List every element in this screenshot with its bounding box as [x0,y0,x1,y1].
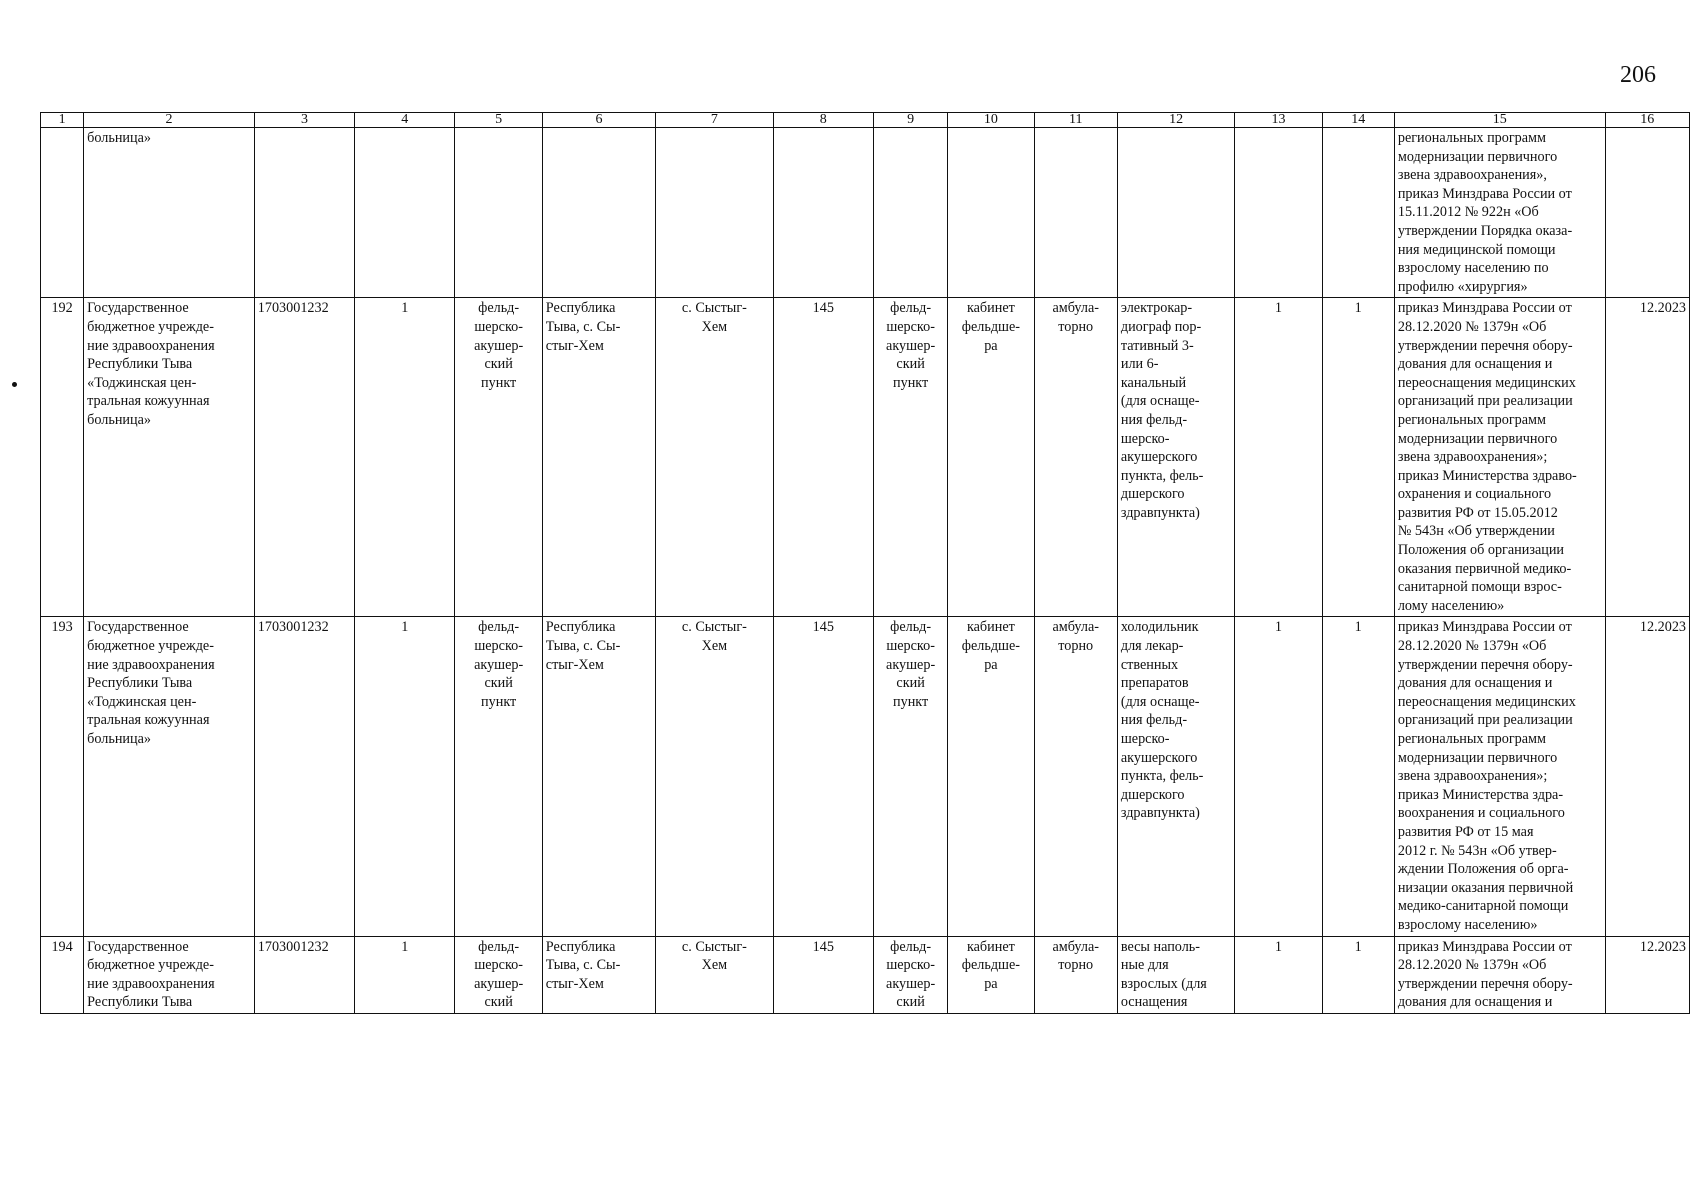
cell-type: амбула- торно [1034,936,1117,1013]
cell-unit: фельд- шерско- акушер- ский [455,936,542,1013]
header-cell: 7 [656,113,773,128]
cell-empty [455,128,542,298]
cell-col13: 1 [1235,617,1322,936]
cell-type: амбула- торно [1034,298,1117,617]
cell-empty [355,128,455,298]
cell-col8: 145 [773,298,873,617]
cell-empty [254,128,354,298]
header-cell: 12 [1117,113,1234,128]
cell-col13: 1 [1235,298,1322,617]
cell-settlement: с. Сыстыг- Хем [656,617,773,936]
cell-empty [542,128,655,298]
cell-settlement: с. Сыстыг- Хем [656,298,773,617]
cell-date: 12.2023 [1605,617,1689,936]
cell-basis: приказ Минздрава России от 28.12.2020 № 1379н «Об утверждении перечня обору- дования для оснащения и [1394,936,1605,1013]
header-cell: 5 [455,113,542,128]
header-cell: 6 [542,113,655,128]
table-row [41,936,1690,1013]
cell-address: Республика Тыва, с. Сы- стыг-Хем [542,298,655,617]
cell-org: больница» [84,128,255,298]
page-number: 206 [1620,62,1656,88]
cell-org: Государственное бюджетное учрежде- ние здравоохранения Республики Тыва [84,936,255,1013]
header-cell: 8 [773,113,873,128]
cell-empty [1322,128,1394,298]
cell-basis: региональных программ модернизации первичного звена здравоохранения», приказ Минздрава России от 15.11.2012 № 922н «Об утверждении Порядка оказа- ния медицинской помощи взрослому населению по профилю «хирургия» [1394,128,1605,298]
cell-col14: 1 [1322,617,1394,936]
header-cell: 13 [1235,113,1322,128]
header-row [41,113,1690,128]
cell-empty [656,128,773,298]
cell-unit: фельд- шерско- акушер- ский пункт [455,298,542,617]
table-row [41,617,1690,936]
header-cell: 9 [873,113,947,128]
cell-date: 12.2023 [1605,298,1689,617]
cell-org: Государственное бюджетное учрежде- ние здравоохранения Республики Тыва «Тоджинская цен- тральная кожуунная больница» [84,617,255,936]
cell-basis: приказ Минздрава России от 28.12.2020 № 1379н «Об утверждении перечня обору- дования для оснащения и переоснащения медицинских организаций при реализации региональных программ модернизации первичного звена здравоохранения»; приказ Министерства здра- воохранения и социального развития РФ от 15 мая 2012 г. № 543н «Об утвер- ждении Положения об орга- низации оказания первичной медико-санитарной помощи взрослому населению» [1394,617,1605,936]
cell-col8: 145 [773,936,873,1013]
cell-number: 192 [41,298,84,617]
cell-inn: 1703001232 [254,298,354,617]
cell-empty [948,128,1034,298]
cell-unit: фельд- шерско- акушер- ский пункт [455,617,542,936]
cell-inn: 1703001232 [254,936,354,1013]
cell-settlement: с. Сыстыг- Хем [656,936,773,1013]
cell-equipment: весы наполь- ные для взрослых (для оснащения [1117,936,1234,1013]
cell-date: 12.2023 [1605,936,1689,1013]
header-cell: 1 [41,113,84,128]
cell-equipment: холодильник для лекар- ственных препаратов (для оснаще- ния фельд- шерско- акушерского пункта, фель- дшерского здравпункта) [1117,617,1234,936]
cell-col4: 1 [355,298,455,617]
cell-empty [41,128,84,298]
cell-col4: 1 [355,617,455,936]
cell-room: кабинет фельдше- ра [948,298,1034,617]
header-cell: 11 [1034,113,1117,128]
cell-empty [1605,128,1689,298]
cell-type: амбула- торно [1034,617,1117,936]
header-cell: 4 [355,113,455,128]
header-cell: 14 [1322,113,1394,128]
header-cell: 2 [84,113,255,128]
cell-empty [1034,128,1117,298]
cell-empty [873,128,947,298]
cell-room: кабинет фельдше- ра [948,936,1034,1013]
cell-col14: 1 [1322,936,1394,1013]
cell-empty [773,128,873,298]
cell-org: Государственное бюджетное учрежде- ние здравоохранения Республики Тыва «Тоджинская цен- тральная кожуунная больница» [84,298,255,617]
table-row-continuation [41,128,1690,298]
header-cell: 16 [1605,113,1689,128]
cell-number: 194 [41,936,84,1013]
cell-col8: 145 [773,617,873,936]
cell-empty [1117,128,1234,298]
cell-equipment: электрокар- диограф пор- тативный 3- или 6- канальный (для оснаще- ния фельд- шерско- акушерского пункта, фель- дшерского здравпункта) [1117,298,1234,617]
cell-address: Республика Тыва, с. Сы- стыг-Хем [542,936,655,1013]
table-row [41,298,1690,617]
cell-address: Республика Тыва, с. Сы- стыг-Хем [542,617,655,936]
margin-dot [12,382,17,387]
cell-inn: 1703001232 [254,617,354,936]
cell-unit2: фельд- шерско- акушер- ский пункт [873,298,947,617]
cell-unit2: фельд- шерско- акушер- ский [873,936,947,1013]
cell-col14: 1 [1322,298,1394,617]
cell-unit2: фельд- шерско- акушер- ский пункт [873,617,947,936]
cell-basis: приказ Минздрава России от 28.12.2020 № 1379н «Об утверждении перечня обору- дования для оснащения и переоснащения медицинских организаций при реализации региональных программ модернизации первичного звена здравоохранения»; приказ Министерства здраво- охранения и социального развития РФ от 15.05.2012 № 543н «Об утверждении Положения об организации оказания первичной медико- санитарной помощи взрос- лому населению» [1394,298,1605,617]
header-cell: 3 [254,113,354,128]
cell-room: кабинет фельдше- ра [948,617,1034,936]
cell-col13: 1 [1235,936,1322,1013]
cell-col4: 1 [355,936,455,1013]
equipment-table [40,112,1690,1014]
header-cell: 10 [948,113,1034,128]
header-cell: 15 [1394,113,1605,128]
cell-number: 193 [41,617,84,936]
cell-empty [1235,128,1322,298]
